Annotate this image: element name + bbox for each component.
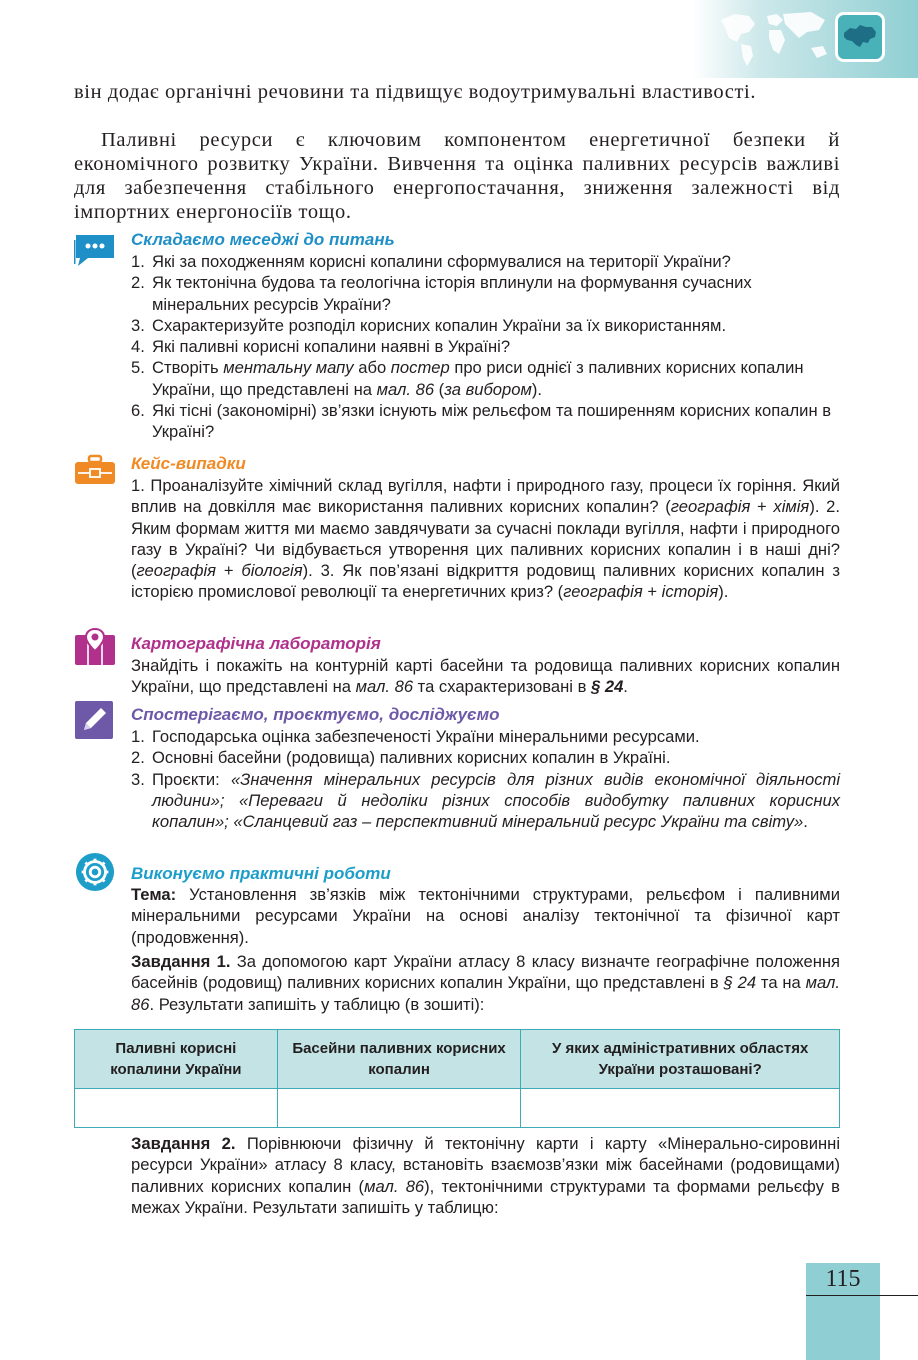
chat-bubble-icon <box>74 232 116 272</box>
cartography-text: Знайдіть і покажіть на контурній карті басейни та родовища паливних корисних копалин України, що представлені на мал. 86 та схарактеризовані в § 24. <box>131 656 840 697</box>
practical-task-1: Завдання 1. За допомогою карт України атласу 8 класу визначте географічне положення басейнів (родовищ) паливних корисних копалин України, що представлені в § 24 та на мал. 86. Результати запишіть у таблицю (в зошиті): <box>131 952 841 1014</box>
paragraph-continuation: він додає органічні речовини та підвищує водоутримувальні властивості. <box>74 81 757 103</box>
briefcase-icon <box>74 454 116 494</box>
table-header-cell: Паливні корисні копалини України <box>75 1030 278 1089</box>
practical-task-2: Завдання 2. Порівнюючи фізичну й тектонічну карти і карту «Мінерально-сировинні ресурси України» атласу 8 класу, встановіть взаємозв’язки між басейнами (родовищами) паливних корисних копалин (мал. 86), тектонічними структурами та формами рельєфу в межах України. Результати запишіть у таблицю: <box>131 1134 841 1217</box>
section-title-observe: Спостерігаємо, проєктуємо, досліджуємо <box>131 705 500 724</box>
paragraph-fuel-resources: Паливні ресурси є ключовим компонентом енергетичної безпеки й економічного розвитку України. Вивчення та оцінка паливних ресурсів важливі для забезпечення стабільного енергопостачання, зниження залежності від імпортних енергоносіїв тощо. <box>74 129 840 223</box>
table-cell <box>75 1089 278 1128</box>
messages-list <box>131 251 840 443</box>
list-item: 6. Які тісні (закономірні) зв’язки існують між рельєфом та поширенням корисних копалин в Україні? <box>131 401 832 442</box>
section-title-cartography: Картографічна лабораторія <box>131 634 381 653</box>
table-row <box>75 1089 840 1128</box>
list-item: 2. Основні басейни (родовища) паливних корисних копалин в Україні. <box>131 748 671 768</box>
section-title-practical: Виконуємо практичні роботи <box>131 864 391 883</box>
ukraine-badge <box>835 12 885 62</box>
list-item: 2. Як тектонічна будова та геологічна історія вплинули на формування сучасних мінеральних ресурсів України? <box>131 273 752 314</box>
ukraine-map-icon <box>842 23 878 51</box>
gear-icon <box>74 852 116 892</box>
list-item: 3. Схарактеризуйте розподіл корисних копалин України за їх використанням. <box>131 315 727 335</box>
table-cell <box>521 1089 840 1128</box>
practical-topic: Тема: Установлення зв’язків між тектонічними структурами, рельєфом і паливними мінеральними ресурсами України на основі аналізу тектонічної та фізичної карт (продовження). <box>131 885 840 947</box>
list-item: 4. Які паливні корисні копалини наявні в Україні? <box>131 337 511 357</box>
section-title-cases: Кейс-випадки <box>131 454 246 473</box>
list-item: 1. Які за походженням корисні копалини сформувалися на території України? <box>131 252 731 271</box>
table-header-cell: У яких адміністративних областях України розташовані? <box>521 1030 840 1089</box>
map-pin-icon <box>74 627 116 667</box>
pencil-icon <box>74 700 116 740</box>
world-map-icon <box>715 6 835 72</box>
page-number-rule <box>806 1295 918 1296</box>
list-item: 5. Створіть ментальну мапу або постер про риси однієї з паливних корисних копалин України, що представлені на мал. 86 (за вибором). <box>131 358 804 399</box>
cases-text: 1. Проаналізуйте хімічний склад вугілля, нафти і природного газу, процеси їх горіння. Який вплив на довкілля має використання паливних корисних копалин? (географія + хімія). 2. Яким формам життя ми маємо завдячувати за сучасні поклади вугілля, нафти і природного газу в Україні? Чи відбувається утворення цих паливних корисних копалин і в наші дні? (географія + біологія). 3. Як пов’язані відкриття родовищ паливних корисних копалин з історією промислової революції та енергетичних криз? (географія + історія). <box>131 476 840 602</box>
task-1-table <box>74 1029 840 1128</box>
list-item: 1. Господарська оцінка забезпеченості України мінеральними ресурсами. <box>131 727 700 746</box>
table-header-row <box>75 1030 840 1089</box>
page-number: 115 <box>825 1266 861 1292</box>
observe-list <box>131 726 840 832</box>
list-item: 3. Проєкти: «Значення мінеральних ресурсів для різних видів економічної діяльності людини»; «Переваги й недоліки різних способів видобутку паливних корисних копалин»; «Сланцевий газ – перспективний мінеральний ресурс України та світу». <box>131 769 841 832</box>
table-header-cell: Басейни паливних корисних копалин <box>277 1030 521 1089</box>
table-cell <box>277 1089 521 1128</box>
section-title-messages: Складаємо меседжі до питань <box>131 230 395 249</box>
